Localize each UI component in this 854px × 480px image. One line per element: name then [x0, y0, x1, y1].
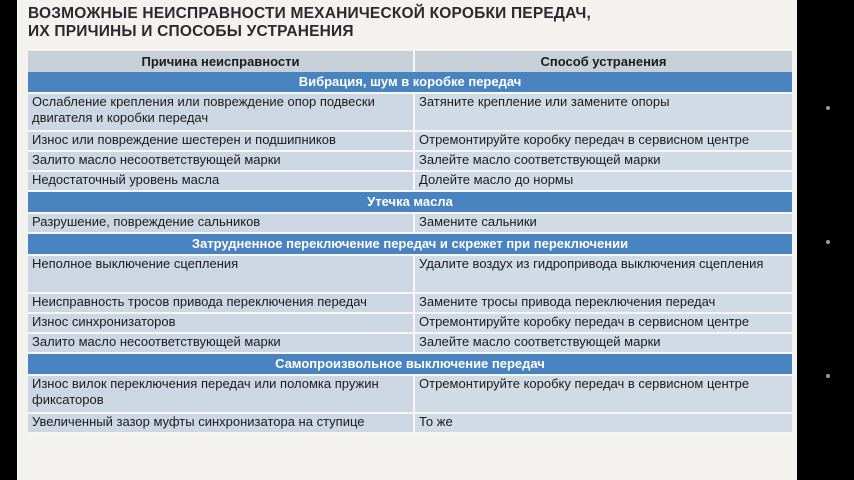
cause-cell: Износ вилок переключения передач или поломка пружин фиксаторов — [28, 375, 414, 413]
table-row — [28, 333, 792, 353]
cause-cell: Неисправность тросов привода переключения передач — [28, 293, 414, 313]
document-title — [28, 5, 788, 41]
remedy-cell: Затяните крепление или замените опоры — [414, 93, 792, 131]
table-row — [28, 131, 792, 151]
cause-cell: Залито масло несоответствующей марки — [28, 333, 414, 353]
table-row — [28, 255, 792, 293]
table-row — [28, 151, 792, 171]
section-header-row — [28, 72, 792, 93]
remedy-cell: Залейте масло соответствующей марки — [414, 151, 792, 171]
remedy-cell: Отремонтируйте коробку передач в сервисном центре — [414, 313, 792, 333]
document-page — [17, 0, 797, 480]
remedy-cell: Удалите воздух из гидропривода выключения сцепления — [414, 255, 792, 293]
cause-cell: Разрушение, повреждение сальников — [28, 213, 414, 233]
table-row — [28, 313, 792, 333]
remedy-cell: Залейте масло соответствующей марки — [414, 333, 792, 353]
remedy-cell: Замените тросы привода переключения передач — [414, 293, 792, 313]
table-row — [28, 375, 792, 413]
remedy-cell: Долейте масло до нормы — [414, 171, 792, 191]
title-line-2: ИХ ПРИЧИНЫ И СПОСОБЫ УСТРАНЕНИЯ — [28, 23, 354, 40]
section-header-row — [28, 233, 792, 255]
cause-cell: Залито масло несоответствующей марки — [28, 151, 414, 171]
cause-cell: Недостаточный уровень масла — [28, 171, 414, 191]
cause-cell: Ослабление крепления или повреждение опор подвески двигателя и коробки передач — [28, 93, 414, 131]
table-header-row — [28, 51, 792, 72]
malfunctions-table — [28, 51, 792, 434]
table-row — [28, 413, 792, 433]
scroll-indicator-dot — [826, 240, 830, 244]
cause-cell: Износ синхронизаторов — [28, 313, 414, 333]
scroll-indicator-dot — [826, 106, 830, 110]
remedy-cell: Отремонтируйте коробку передач в сервисном центре — [414, 131, 792, 151]
title-line-1: ВОЗМОЖНЫЕ НЕИСПРАВНОСТИ МЕХАНИЧЕСКОЙ КОРОБКИ ПЕРЕДАЧ, — [28, 5, 591, 22]
cause-cell: Износ или повреждение шестерен и подшипников — [28, 131, 414, 151]
section-title: Утечка масла — [28, 191, 792, 213]
remedy-cell: То же — [414, 413, 792, 433]
table-row — [28, 293, 792, 313]
scroll-indicator-dot — [826, 374, 830, 378]
section-header-row — [28, 353, 792, 375]
table-row — [28, 93, 792, 131]
table-row — [28, 213, 792, 233]
header-remedy: Способ устранения — [414, 51, 792, 72]
remedy-cell: Отремонтируйте коробку передач в сервисном центре — [414, 375, 792, 413]
cause-cell: Увеличенный зазор муфты синхронизатора на ступице — [28, 413, 414, 433]
section-title: Вибрация, шум в коробке передач — [28, 72, 792, 93]
section-title: Самопроизвольное выключение передач — [28, 353, 792, 375]
remedy-cell: Замените сальники — [414, 213, 792, 233]
section-header-row — [28, 191, 792, 213]
table-row — [28, 171, 792, 191]
section-title: Затрудненное переключение передач и скрежет при переключении — [28, 233, 792, 255]
header-cause: Причина неисправности — [28, 51, 414, 72]
cause-cell: Неполное выключение сцепления — [28, 255, 414, 293]
